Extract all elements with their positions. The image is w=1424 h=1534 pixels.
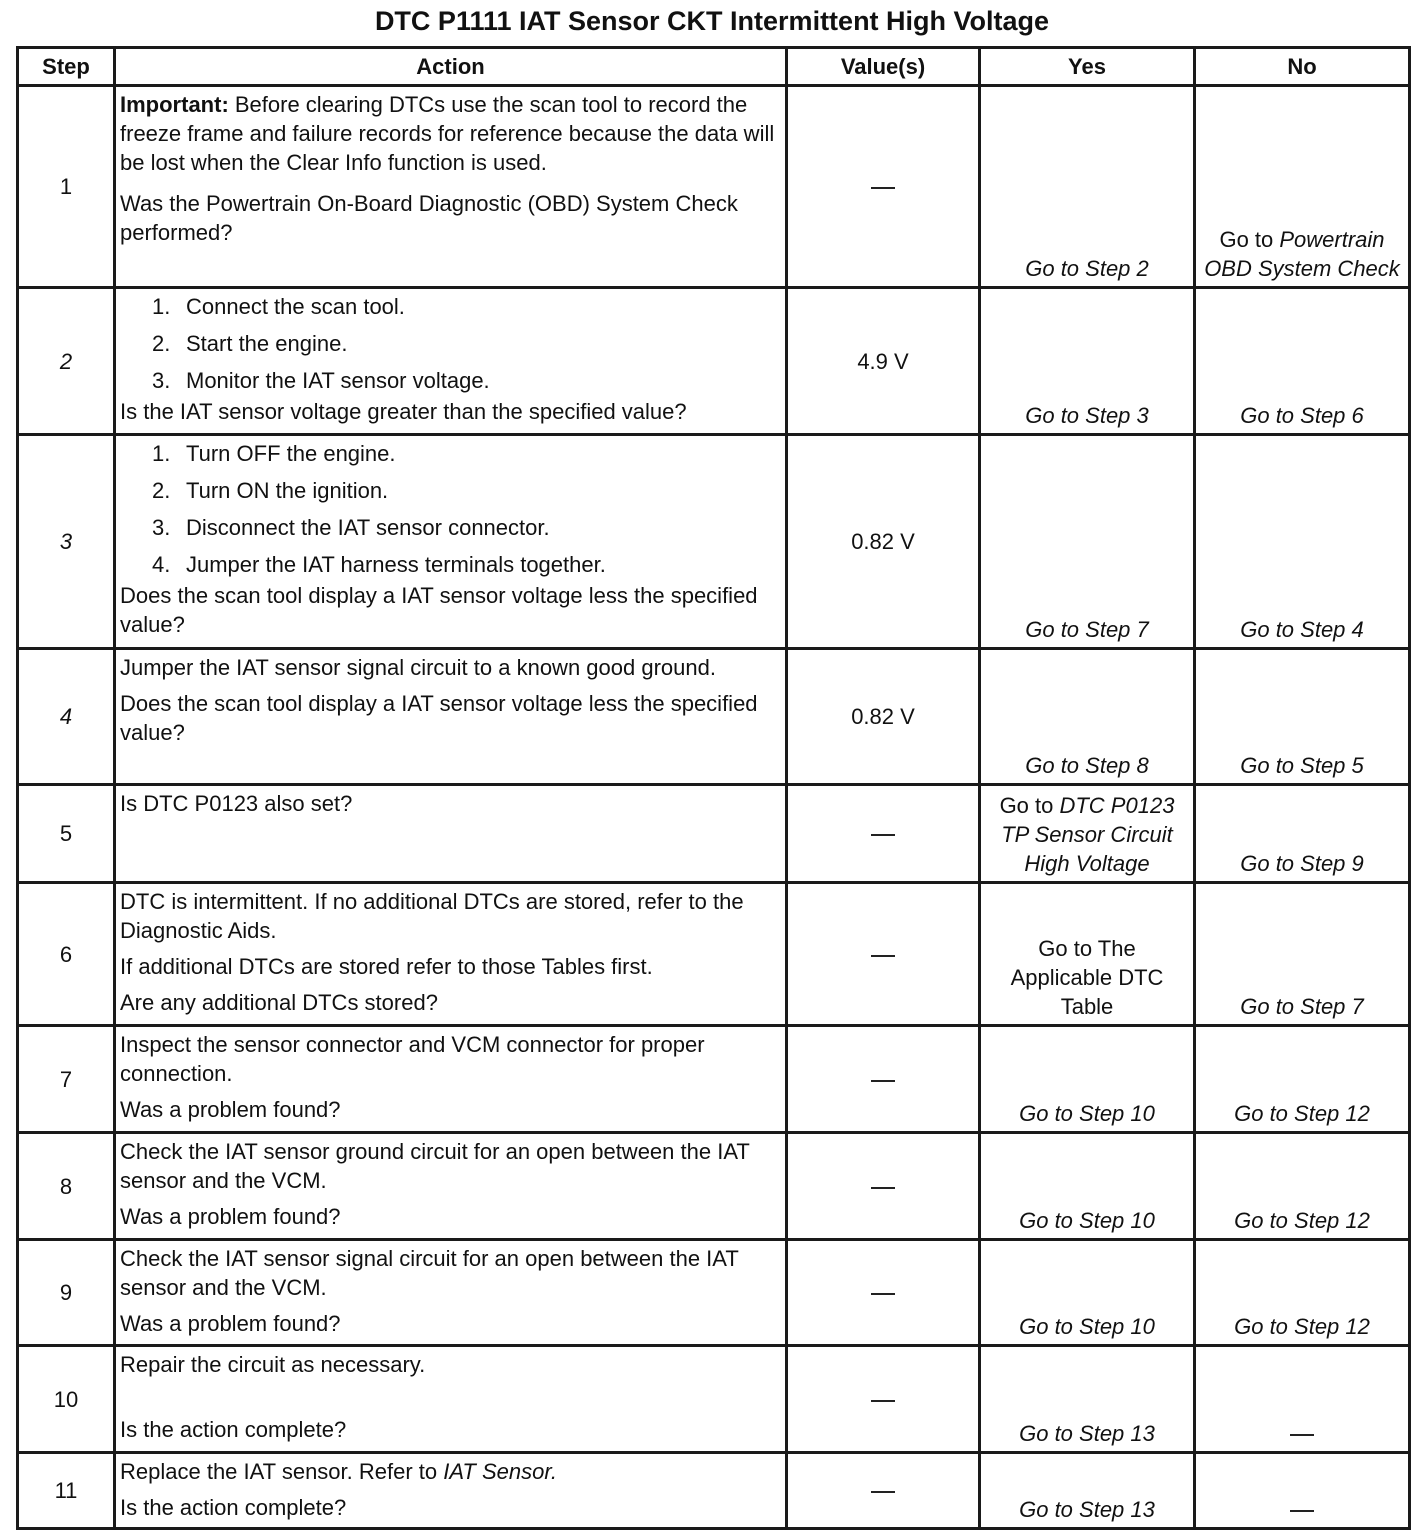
no-cell — [1195, 86, 1410, 288]
value-cell — [787, 785, 980, 883]
action-text — [120, 1457, 781, 1486]
header-step: Step — [18, 48, 115, 86]
list-item: 3. Monitor the IAT sensor voltage. — [152, 368, 490, 393]
action-question: Is the action complete? — [120, 1495, 347, 1520]
important-text: Before clearing DTCs use the scan tool to record the freeze frame and failure records for reference because the data will be lost when the Clear Info function is used. — [120, 92, 775, 175]
list-item-text: Start the engine. — [186, 331, 348, 356]
action-question: Was a problem found? — [120, 1204, 341, 1229]
yes-cell: Go to Step 8 — [980, 649, 1195, 785]
list-item: 1. Turn OFF the engine. — [152, 441, 396, 466]
list-item-text: Jumper the IAT harness terminals together. — [186, 552, 606, 577]
no-cell: Go to Step 4 — [1195, 435, 1410, 649]
dash-mark — [871, 1187, 895, 1189]
step-number: 1 — [18, 86, 115, 288]
header-row — [18, 48, 1410, 86]
no-cell: Go to Step 9 — [1195, 785, 1410, 883]
dash-mark — [871, 1080, 895, 1082]
list-item: 4. Jumper the IAT harness terminals together. — [152, 552, 606, 577]
action-text: Check the IAT sensor signal circuit for an open between the IAT sensor and the VCM. — [120, 1246, 739, 1300]
step-number: 4 — [18, 649, 115, 785]
action-prefix: Replace the IAT sensor. Refer to — [120, 1459, 444, 1484]
yes-cell: Go to Step 13 — [980, 1346, 1195, 1453]
action-text: Jumper the IAT sensor signal circuit to a known good ground. — [120, 655, 716, 680]
page-title: DTC P1111 IAT Sensor CKT Intermittent High Voltage — [374, 6, 1050, 36]
action-text: If additional DTCs are stored refer to those Tables first. — [120, 954, 653, 979]
action-text: Inspect the sensor connector and VCM connector for proper connection. — [120, 1032, 705, 1086]
header-value: Value(s) — [787, 48, 980, 86]
no-cell — [1195, 1453, 1410, 1529]
value-cell: 0.82 V — [787, 649, 980, 785]
dash-mark — [871, 1293, 895, 1295]
step-number: 2 — [18, 288, 115, 435]
no-cell: Go to Step 12 — [1195, 1240, 1410, 1346]
action-question: Does the scan tool display a IAT sensor voltage less the specified value? — [120, 691, 758, 745]
action-cell — [115, 1133, 787, 1240]
value-cell — [787, 1346, 980, 1453]
action-cell — [115, 1026, 787, 1133]
yes-cell: Go to Step 13 — [980, 1453, 1195, 1529]
no-cell: Go to Step 5 — [1195, 649, 1410, 785]
yes-cell: Go to The Applicable DTC Table — [980, 883, 1195, 1026]
action-cell — [115, 649, 787, 785]
table-row — [18, 435, 1410, 649]
action-question: Was a problem found? — [120, 1311, 341, 1336]
dash-mark — [871, 187, 895, 189]
value-cell — [787, 1026, 980, 1133]
table-row — [18, 1240, 1410, 1346]
step-number: 8 — [18, 1133, 115, 1240]
yes-cell — [980, 785, 1195, 883]
table-row — [18, 1026, 1410, 1133]
action-question: Is the action complete? — [120, 1417, 347, 1442]
action-question: Is the IAT sensor voltage greater than the specified value? — [120, 399, 687, 424]
action-cell — [115, 883, 787, 1026]
step-number: 6 — [18, 883, 115, 1026]
action-text: DTC is intermittent. If no additional DTCs are stored, refer to the Diagnostic Aids. — [120, 889, 744, 943]
action-question: Does the scan tool display a IAT sensor voltage less the specified value? — [120, 583, 758, 637]
yes-cell: Go to Step 10 — [980, 1026, 1195, 1133]
action-text: Check the IAT sensor ground circuit for an open between the IAT sensor and the VCM. — [120, 1139, 750, 1193]
no-cell: Go to Step 12 — [1195, 1026, 1410, 1133]
list-item-text: Turn ON the ignition. — [186, 478, 389, 503]
action-cell — [115, 1453, 787, 1529]
step-number: 7 — [18, 1026, 115, 1133]
table-row — [18, 649, 1410, 785]
value-cell — [787, 1453, 980, 1529]
dash-mark — [871, 834, 895, 836]
step-number: 10 — [18, 1346, 115, 1453]
diagnostic-table — [16, 46, 1411, 1530]
yes-cell: Go to Step 2 — [980, 86, 1195, 288]
list-item: 3. Disconnect the IAT sensor connector. — [152, 515, 550, 540]
no-cell: Go to Step 7 — [1195, 883, 1410, 1026]
table-row — [18, 86, 1410, 288]
value-cell — [787, 1240, 980, 1346]
action-text: Repair the circuit as necessary. — [120, 1352, 426, 1377]
table-row — [18, 883, 1410, 1026]
value-cell: 4.9 V — [787, 288, 980, 435]
action-cell — [115, 288, 787, 435]
dash-mark — [871, 955, 895, 957]
table-row — [18, 288, 1410, 435]
list-item: 2. Start the engine. — [152, 331, 348, 356]
no-cell: Go to Step 6 — [1195, 288, 1410, 435]
value-cell — [787, 86, 980, 288]
no-reference: Powertrain OBD System Check — [1204, 227, 1400, 281]
yes-cell: Go to Step 10 — [980, 1240, 1195, 1346]
list-item: 2. Turn ON the ignition. — [152, 478, 389, 503]
yes-prefix: Go to — [999, 793, 1060, 818]
action-question: Are any additional DTCs stored? — [120, 990, 438, 1015]
action-cell — [115, 435, 787, 649]
no-cell — [1195, 1346, 1410, 1453]
action-text — [120, 90, 781, 177]
action-cell — [115, 86, 787, 288]
value-cell: 0.82 V — [787, 435, 980, 649]
step-number: 5 — [18, 785, 115, 883]
table-row — [18, 1346, 1410, 1453]
header-action: Action — [115, 48, 787, 86]
table-row — [18, 1453, 1410, 1529]
list-item: 1. Connect the scan tool. — [152, 294, 405, 319]
action-cell — [115, 1240, 787, 1346]
dash-mark — [1290, 1434, 1314, 1436]
action-cell: Is DTC P0123 also set? — [115, 785, 787, 883]
dash-mark — [1290, 1510, 1314, 1512]
no-prefix: Go to — [1219, 227, 1280, 252]
yes-cell: Go to Step 3 — [980, 288, 1195, 435]
yes-cell: Go to Step 7 — [980, 435, 1195, 649]
action-cell — [115, 1346, 787, 1453]
table-row — [18, 1133, 1410, 1240]
list-item-text: Connect the scan tool. — [186, 294, 405, 319]
yes-reference: DTC P0123 TP Sensor Circuit High Voltage — [1001, 793, 1175, 876]
table-row — [18, 785, 1410, 883]
action-question: Was the Powertrain On-Board Diagnostic (OBD) System Check performed? — [120, 191, 738, 245]
header-no: No — [1195, 48, 1410, 86]
list-item-text: Monitor the IAT sensor voltage. — [186, 368, 490, 393]
header-yes: Yes — [980, 48, 1195, 86]
important-label: Important: — [120, 92, 229, 117]
list-item-text: Turn OFF the engine. — [186, 441, 396, 466]
dash-mark — [871, 1491, 895, 1493]
action-question: Was a problem found? — [120, 1097, 341, 1122]
no-cell: Go to Step 12 — [1195, 1133, 1410, 1240]
step-number: 9 — [18, 1240, 115, 1346]
step-number: 3 — [18, 435, 115, 649]
step-number: 11 — [18, 1453, 115, 1529]
yes-cell: Go to Step 10 — [980, 1133, 1195, 1240]
dash-mark — [871, 1400, 895, 1402]
value-cell — [787, 883, 980, 1026]
action-reference: IAT Sensor. — [443, 1459, 557, 1484]
value-cell — [787, 1133, 980, 1240]
list-item-text: Disconnect the IAT sensor connector. — [186, 515, 550, 540]
